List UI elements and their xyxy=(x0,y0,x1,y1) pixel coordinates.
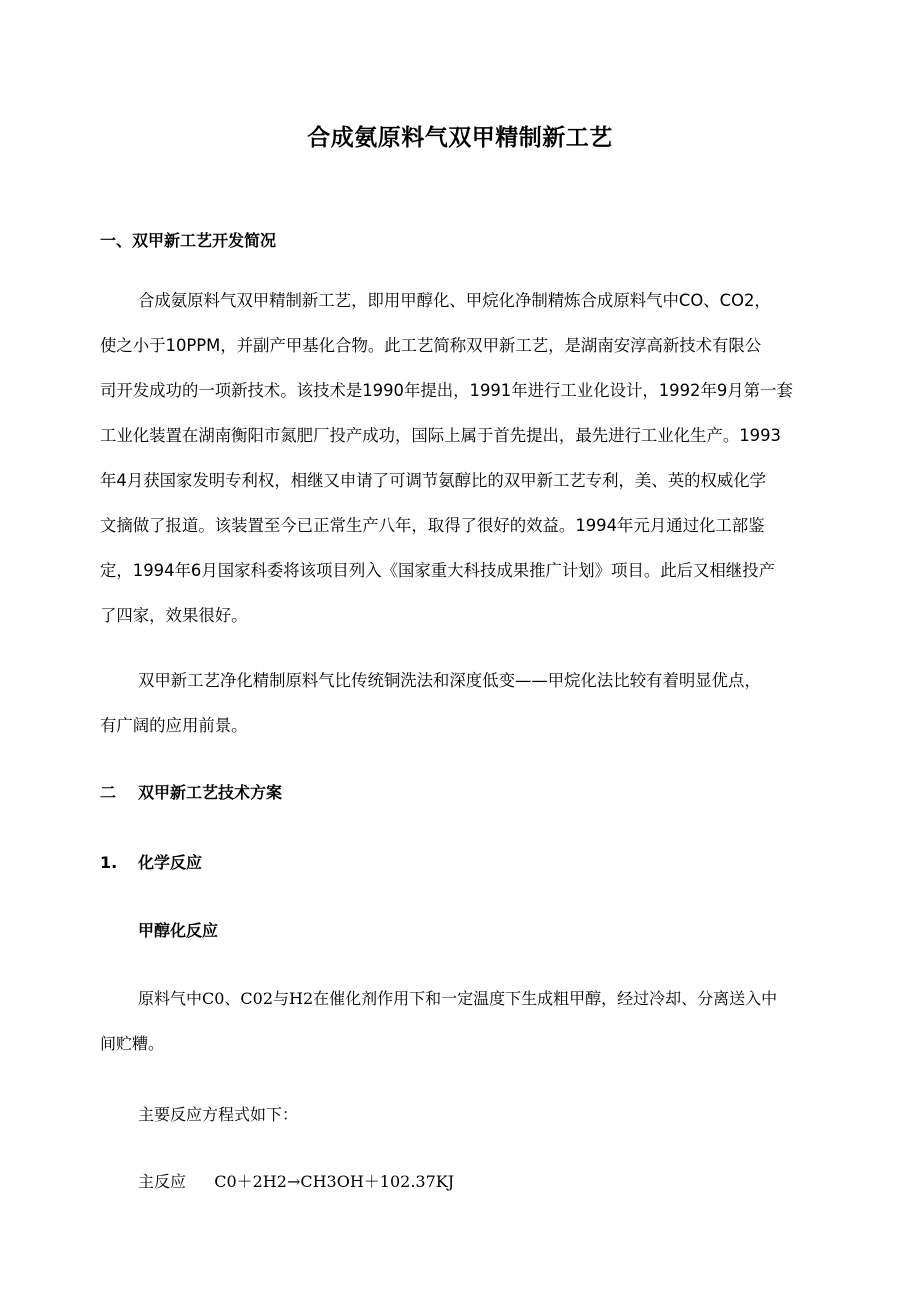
reaction-equation: C0＋2H2→CH3OH＋102.37KJ xyxy=(214,1172,455,1191)
subsection-1-number: 1. xyxy=(100,853,118,872)
paragraph-line: 原料气中C0、C02与H2在催化剂作用下和一定温度下生成粗甲醇，经过冷却、分离送入中 xyxy=(138,989,778,1008)
section-2-heading xyxy=(100,780,282,806)
methanolization-paragraph xyxy=(100,976,850,1066)
section-2-title: 双甲新工艺技术方案 xyxy=(138,783,283,802)
section-1-paragraph-1 xyxy=(100,278,850,638)
subsection-1-heading xyxy=(100,850,202,876)
methanolization-heading: 甲醇化反应 xyxy=(138,921,219,940)
section-1-heading: 一、双甲新工艺开发简况 xyxy=(100,231,277,250)
paragraph-line: 司开发成功的一项新技术。该技术是1990年提出，1991年进行工业化设计，1992年9月第一套 xyxy=(100,381,793,400)
paragraph-line: 合成氨原料气双甲精制新工艺，即用甲醇化、甲烷化净制精炼合成原料气中CO、CO2， xyxy=(138,291,771,310)
paragraph-line: 年4月获国家发明专利权，相继又申请了可调节氨醇比的双甲新工艺专利，美、英的权威化学 xyxy=(100,471,767,490)
subsection-1-title: 化学反应 xyxy=(138,853,203,872)
paragraph-line: 定，1994年6月国家科委将该项目列入《国家重大科技成果推广计划》项目。此后又相继投产 xyxy=(100,561,775,580)
document-title: 合成氨原料气双甲精制新工艺 xyxy=(307,125,613,151)
reaction-label: 主反应 xyxy=(138,1172,187,1191)
paragraph-line: 间贮糟。 xyxy=(100,1034,165,1053)
section-2-number: 二 xyxy=(100,783,117,802)
paragraph-line: 双甲新工艺净化精制原料气比传统铜洗法和深度低变——甲烷化法比较有着明显优点， xyxy=(138,671,761,690)
paragraph-line: 使之小于10PPM，并副产甲基化合物。此工艺简称双甲新工艺，是湖南安淳高新技术有限公 xyxy=(100,336,762,355)
paragraph-line: 文摘做了报道。该装置至今已正常生产八年，取得了很好的效益。1994年元月通过化工部鉴 xyxy=(100,516,765,535)
paragraph-line: 工业化装置在湖南衡阳市氮肥厂投产成功，国际上属于首先提出，最先进行工业化生产。1993 xyxy=(100,426,781,445)
paragraph-line: 了四家，效果很好。 xyxy=(100,606,248,625)
main-reaction-line xyxy=(138,1169,454,1195)
section-1-paragraph-2 xyxy=(100,658,850,748)
paragraph-line: 有广阔的应用前景。 xyxy=(100,716,248,735)
main-reactions-intro: 主要反应方程式如下： xyxy=(138,1105,299,1124)
